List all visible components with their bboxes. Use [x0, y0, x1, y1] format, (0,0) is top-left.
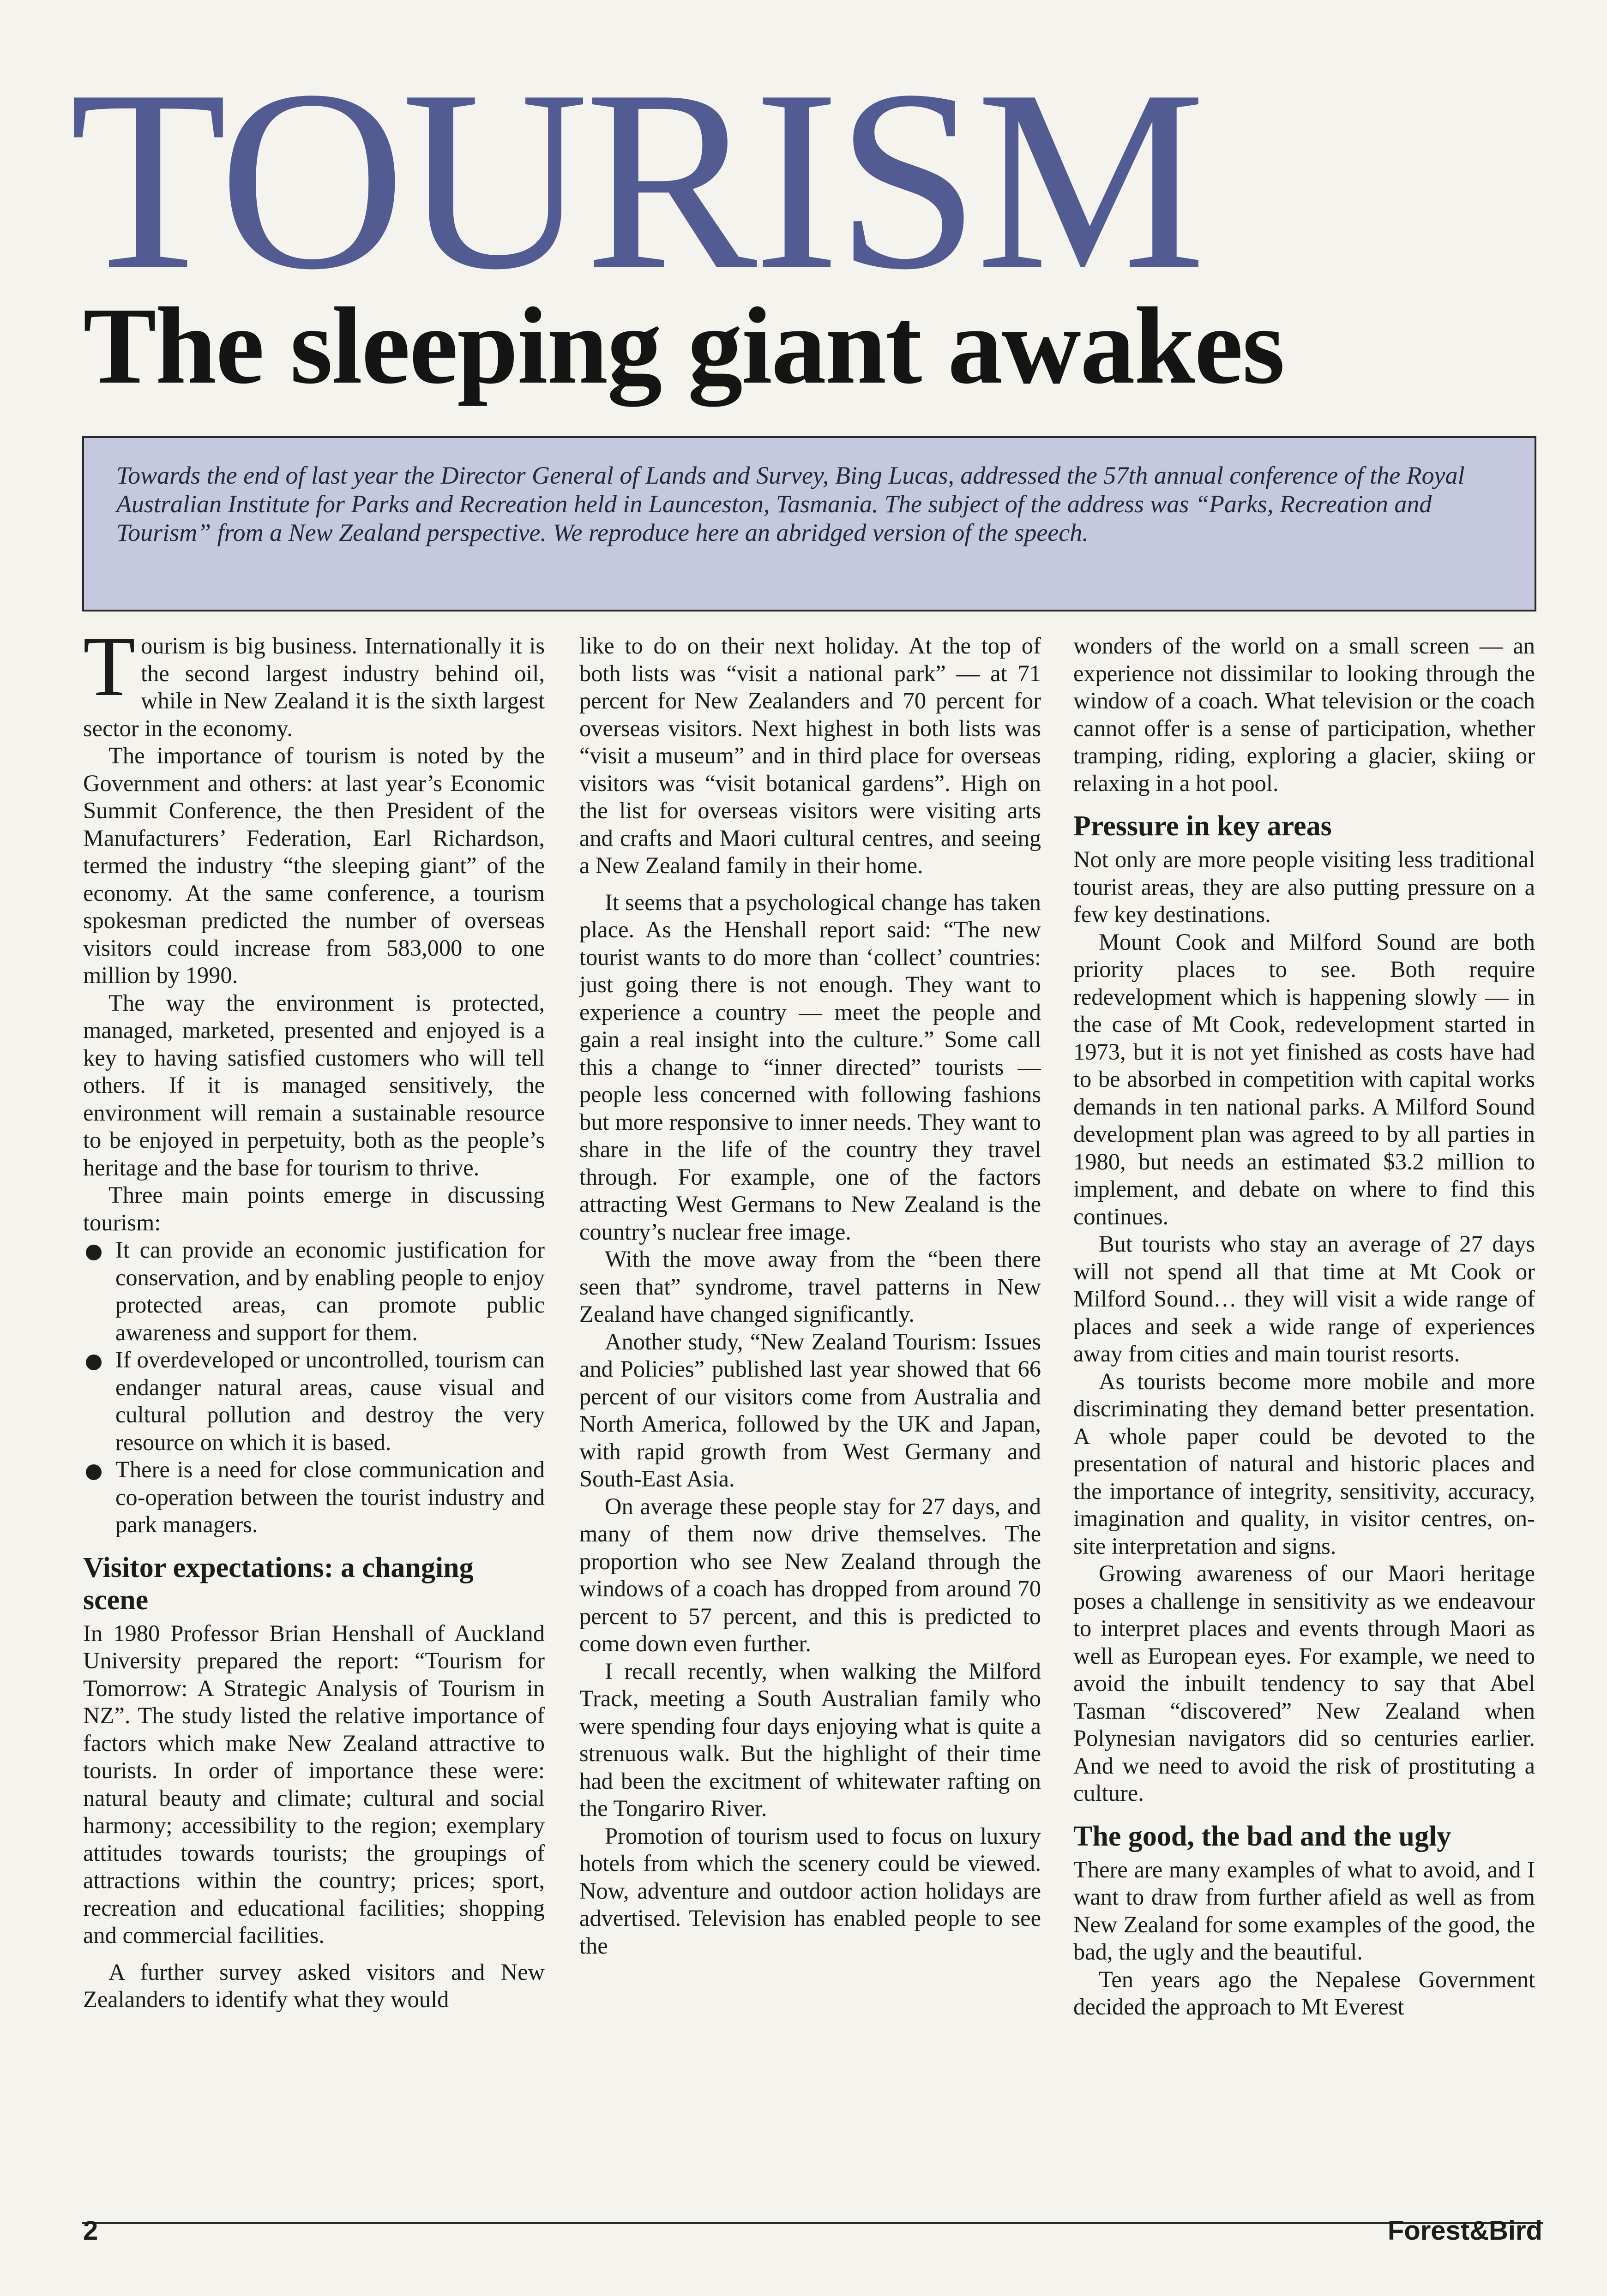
- paragraph: On average these people stay for 27 days, and many of them now drive themselves. The proportion who see New Zealand through the windows of a coach has dropped from around 70 percent to 57 percent, and this is predicted to come down even further.: [579, 1493, 1041, 1656]
- paragraph: Ten years ago the Nepalese Government decided the approach to Mt Everest: [1073, 1966, 1535, 2020]
- paragraph: Mount Cook and Milford Sound are both priority places to see. Both require redevelopment which is happening slowly — in the case of Mt Cook, redevelopment started in 1973, but it is not yet finished as costs have had to be absorbed in competition with capital works demands in ten national parks. A Milford Sound development plan was agreed to by all parties in 1980, but needs an estimated $3.2 million to implement, and debate on where to find this continues.: [1073, 929, 1535, 1229]
- section-heading: The good, the bad and the ugly: [1073, 1820, 1451, 1852]
- intro-text: Towards the end of last year the Director General of Lands and Survey, Bing Lucas, addressed the 57th annual conference of the Royal Australian Institute for Parks and Recreation held in Launceston, Tasmania. The subject of the address was “Parks, Recreation and Tourism” from a New Zealand perspective. We reproduce here an abridged version of the speech.: [116, 462, 1465, 546]
- page-subtitle: The sleeping giant awakes: [83, 285, 1284, 407]
- bullet-list: [83, 1236, 545, 1539]
- drop-cap: T: [83, 632, 136, 714]
- paragraph: Not only are more people visiting less traditional tourist areas, they are also putting pressure on a few key destinations.: [1073, 846, 1535, 927]
- paragraph: Another study, “New Zealand Tourism: Issues and Policies” published last year showed that 66 percent of our visitors come from Australia and North America, followed by the UK and Japan, with rapid growth from West Germany and South-East Asia.: [579, 1328, 1041, 1492]
- article-column-1: [83, 632, 545, 2192]
- paragraph: The way the environment is protected, managed, marketed, presented and enjoyed is a key to having satisfied customers who will tell others. If it is managed sensitively, the environment will remain a sustainable resource to be enjoyed in perpetuity, both as the people’s heritage and the base for tourism to thrive.: [83, 989, 545, 1181]
- paragraph: Growing awareness of our Maori heritage poses a challenge in sensitivity as we endeavour to interpret places and events through Maori as well as European eyes. For example, we need to avoid the inbuilt tendency to say that Abel Tasman “discovered” New Zealand when Polynesian navigators did so centuries earlier. And we need to avoid the risk of prostituting a culture.: [1073, 1560, 1535, 1806]
- paragraph: Three main points emerge in discussing tourism:: [83, 1182, 545, 1235]
- magazine-name: Forest&Bird: [1387, 2216, 1542, 2246]
- list-item: There is a need for close communication and co-operation between the tourist industry and park managers.: [83, 1456, 545, 1539]
- paragraph: It seems that a psychological change has taken place. As the Henshall report said: “The new tourist wants to do more than ‘collect’ countries: just going there is not enough. They want to experience a country — meet the people and gain a real insight into the culture.” Some call this a change to “inner directed” tourists — people less concerned with following fashions but more responsive to inner needs. They want to share in the life of the country they travel through. For example, one of the factors attracting West Germans to New Zealand is the country’s nuclear free image.: [579, 889, 1041, 1245]
- paragraph: like to do on their next holiday. At the top of both lists was “visit a national park” — at 71 percent for New Zealanders and 70 percent for overseas visitors. Next highest in both lists was “visit a museum” and in third place for overseas visitors was “visit botanical gardens”. High on the list for overseas visitors were visiting arts and crafts and Maori cultural centres, and seeing a New Zealand family in their home.: [579, 633, 1041, 878]
- paragraph: A further survey asked visitors and New Zealanders to identify what they would: [83, 1959, 545, 2012]
- section-heading: Pressure in key areas: [1073, 810, 1332, 842]
- page-title: TOURISM: [69, 37, 1203, 323]
- paragraph: As tourists become more mobile and more discriminating they demand better presentation. A whole paper could be devoted to the presentation of natural and historic places and the importance of integrity, sensitivity, accuracy, imagination and quality, in visitor centres, on-site interpretation and signs.: [1073, 1368, 1535, 1559]
- page-number: 2: [83, 2216, 98, 2246]
- paragraph: Promotion of tourism used to focus on luxury hotels from which the scenery could be viewed. Now, adventure and outdoor action holidays are advertised. Television has enabled people to see the: [579, 1822, 1041, 1959]
- bullet-icon: [86, 1464, 102, 1480]
- paragraph: Tourism is big business. Internationally it is the second largest industry behind oil, while in New Zealand it is the sixth largest sector in the economy.: [83, 632, 545, 741]
- bullet-icon: [86, 1245, 102, 1260]
- article-column-2: [579, 632, 1041, 2192]
- footer-rule: [82, 2222, 1543, 2224]
- paragraph: In 1980 Professor Brian Henshall of Auckland University prepared the report: “Tourism for Tomorrow: A Strategic Analysis of Tourism in NZ”. The study listed the relative importance of factors which make New Zealand attractive to tourists. In order of importance these were: natural beauty and climate; cultural and social harmony; accessibility to the region; exemplary attitudes towards tourists; the groupings of attractions within the country; prices; sport, recreation and educational facilities; shopping and commercial facilities.: [83, 1620, 545, 1948]
- section-heading: Visitor expectations: a changing scene: [83, 1552, 474, 1616]
- paragraph: I recall recently, when walking the Milford Track, meeting a South Australian family who were spending four days enjoying what is quite a strenuous walk. But the highlight of their time had been the excitment of whitewater rafting on the Tongariro River.: [579, 1658, 1041, 1821]
- paragraph: But tourists who stay an average of 27 days will not spend all that time at Mt Cook or Milford Sound… they will visit a wide range of places and seek a wide range of experiences away from cities and main tourist resorts.: [1073, 1231, 1535, 1367]
- list-item: If overdeveloped or uncontrolled, tourism can endanger natural areas, cause visual and cultural pollution and destroy the very resource on which it is based.: [83, 1346, 545, 1456]
- bullet-icon: [86, 1355, 102, 1370]
- paragraph: There are many examples of what to avoid, and I want to draw from further afield as well as from New Zealand for some examples of the good, the bad, the ugly and the beautiful.: [1073, 1856, 1535, 1965]
- intro-box: [82, 436, 1536, 611]
- paragraph: The importance of tourism is noted by the Government and others: at last year’s Economic Summit Conference, the then President of the Manufacturers’ Federation, Earl Richardson, termed the industry “the sleeping giant” of the economy. At the same conference, a tourism spokesman predicted the number of overseas visitors could increase from 583,000 to one million by 1990.: [83, 743, 545, 988]
- article-column-3: [1073, 632, 1535, 2192]
- paragraph: wonders of the world on a small screen — an experience not dissimilar to looking through the window of a coach. What television or the coach cannot offer is a sense of participation, whether tramping, riding, exploring a glacier, skiing or relaxing in a hot pool.: [1073, 633, 1535, 796]
- paragraph: With the move away from the “been there seen that” syndrome, travel patterns in New Zealand have changed significantly.: [579, 1246, 1041, 1327]
- list-item: It can provide an economic justification for conservation, and by enabling people to enjoy protected areas, can promote public awareness and support for them.: [83, 1236, 545, 1346]
